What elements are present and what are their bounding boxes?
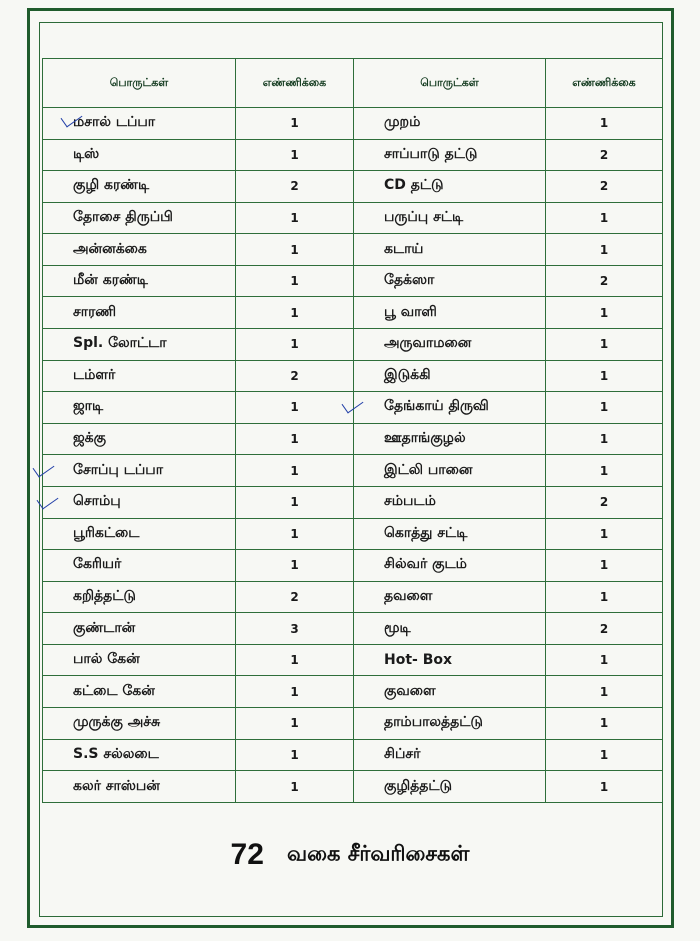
item-count-right: 1: [546, 423, 663, 455]
table-row: [43, 644, 663, 676]
footer-number: 72: [230, 838, 264, 871]
item-name-right: தேக்ஸா: [354, 265, 546, 297]
item-name-right: சாப்பாடு தட்டு: [354, 139, 546, 171]
item-count-left: 1: [236, 108, 354, 140]
table-row: [43, 423, 663, 455]
item-name-right: முறம்: [354, 108, 546, 140]
item-name-left: கட்டை கேன்: [43, 676, 236, 708]
item-name-left: அன்னக்கை: [43, 234, 236, 266]
item-name-left: கேரியர்: [43, 550, 236, 582]
footer-text: வகை சீர்வரிசைகள்: [287, 841, 470, 866]
item-count-left: 1: [236, 455, 354, 487]
item-count-right: 1: [546, 518, 663, 550]
item-count-right: 2: [546, 486, 663, 518]
item-name-left: ஜாடி: [43, 392, 236, 424]
item-count-left: 2: [236, 360, 354, 392]
header-count-left: எண்ணிக்கை: [236, 59, 354, 108]
item-name-right: இட்லி பானை: [354, 455, 546, 487]
item-name-right: தாம்பாலத்தட்டு: [354, 707, 546, 739]
item-count-right: 1: [546, 329, 663, 361]
item-count-left: 1: [236, 676, 354, 708]
item-count-right: 1: [546, 455, 663, 487]
item-count-right: 2: [546, 613, 663, 645]
item-name-right: தேங்காய் திருவி: [354, 392, 546, 424]
header-items-left: பொருட்கள்: [43, 59, 236, 108]
item-name-right: இடுக்கி: [354, 360, 546, 392]
item-name-right: Hot- Box: [354, 644, 546, 676]
item-count-right: 1: [546, 202, 663, 234]
item-count-left: 1: [236, 234, 354, 266]
item-name-left: சோப்பு டப்பா: [43, 455, 236, 487]
table-row: [43, 234, 663, 266]
table-row: [43, 329, 663, 361]
item-name-left: Spl. லோட்டா: [43, 329, 236, 361]
item-name-right: சில்வர் குடம்: [354, 550, 546, 582]
item-name-left: மீன் கரண்டி: [43, 265, 236, 297]
table-row: [43, 771, 663, 803]
item-name-right: பருப்பு சட்டி: [354, 202, 546, 234]
item-count-right: 1: [546, 771, 663, 803]
item-count-right: 1: [546, 360, 663, 392]
item-count-left: 1: [236, 518, 354, 550]
items-table: [42, 58, 663, 803]
item-name-right: சம்படம்: [354, 486, 546, 518]
item-count-right: 1: [546, 108, 663, 140]
item-count-left: 1: [236, 739, 354, 771]
table-row: [43, 108, 663, 140]
table-row: [43, 739, 663, 771]
item-name-left: குண்டான்: [43, 613, 236, 645]
items-table-container: [42, 58, 662, 803]
item-name-right: தவளை: [354, 581, 546, 613]
item-name-left: மசால் டப்பா: [43, 108, 236, 140]
item-name-left: டம்ளர்: [43, 360, 236, 392]
item-count-left: 1: [236, 486, 354, 518]
item-name-left: கறித்தட்டு: [43, 581, 236, 613]
item-name-left: ஜக்கு: [43, 423, 236, 455]
item-count-right: 2: [546, 171, 663, 203]
item-count-left: 1: [236, 707, 354, 739]
table-row: [43, 550, 663, 582]
table-row: [43, 613, 663, 645]
table-row: [43, 581, 663, 613]
table-row: [43, 139, 663, 171]
item-name-left: S.S சல்லடை: [43, 739, 236, 771]
item-count-right: 1: [546, 392, 663, 424]
table-row: [43, 455, 663, 487]
table-row: [43, 486, 663, 518]
item-count-right: 1: [546, 707, 663, 739]
item-count-right: 1: [546, 581, 663, 613]
table-row: [43, 360, 663, 392]
item-count-right: 2: [546, 139, 663, 171]
item-count-right: 2: [546, 265, 663, 297]
table-row: [43, 518, 663, 550]
table-row: [43, 265, 663, 297]
footer-heading: [0, 838, 700, 872]
header-count-right: எண்ணிக்கை: [546, 59, 663, 108]
item-count-left: 1: [236, 392, 354, 424]
item-count-left: 1: [236, 202, 354, 234]
item-count-right: 1: [546, 550, 663, 582]
item-name-right: குவளை: [354, 676, 546, 708]
table-header-row: [43, 59, 663, 108]
item-count-right: 1: [546, 234, 663, 266]
item-name-right: ஊதாங்குழல்: [354, 423, 546, 455]
item-name-right: அருவாமனை: [354, 329, 546, 361]
item-count-left: 1: [236, 550, 354, 582]
table-row: [43, 297, 663, 329]
item-name-left: டிஸ்: [43, 139, 236, 171]
item-count-right: 1: [546, 739, 663, 771]
item-name-left: கலர் சாஸ்பன்: [43, 771, 236, 803]
item-name-left: பால் கேன்: [43, 644, 236, 676]
item-count-right: 1: [546, 297, 663, 329]
item-count-left: 1: [236, 329, 354, 361]
item-name-left: சாரணி: [43, 297, 236, 329]
item-count-left: 2: [236, 171, 354, 203]
item-name-right: சிப்சர்: [354, 739, 546, 771]
item-name-left: தோசை திருப்பி: [43, 202, 236, 234]
table-row: [43, 676, 663, 708]
item-count-right: 1: [546, 676, 663, 708]
item-name-left: பூரிகட்டை: [43, 518, 236, 550]
item-name-right: கடாய்: [354, 234, 546, 266]
item-count-left: 1: [236, 644, 354, 676]
item-count-left: 1: [236, 297, 354, 329]
item-name-right: குழித்தட்டு: [354, 771, 546, 803]
item-name-right: மூடி: [354, 613, 546, 645]
item-name-left: குழி கரண்டி: [43, 171, 236, 203]
item-name-right: கொத்து சட்டி: [354, 518, 546, 550]
item-name-right: CD தட்டு: [354, 171, 546, 203]
header-items-right: பொருட்கள்: [354, 59, 546, 108]
item-count-left: 1: [236, 771, 354, 803]
item-count-left: 3: [236, 613, 354, 645]
table-row: [43, 202, 663, 234]
item-count-left: 1: [236, 265, 354, 297]
item-name-left: சொம்பு: [43, 486, 236, 518]
table-row: [43, 171, 663, 203]
item-count-left: 2: [236, 581, 354, 613]
item-name-left: முருக்கு அச்சு: [43, 707, 236, 739]
item-count-left: 1: [236, 423, 354, 455]
item-name-right: பூ வாளி: [354, 297, 546, 329]
item-count-left: 1: [236, 139, 354, 171]
table-row: [43, 707, 663, 739]
item-count-right: 1: [546, 644, 663, 676]
